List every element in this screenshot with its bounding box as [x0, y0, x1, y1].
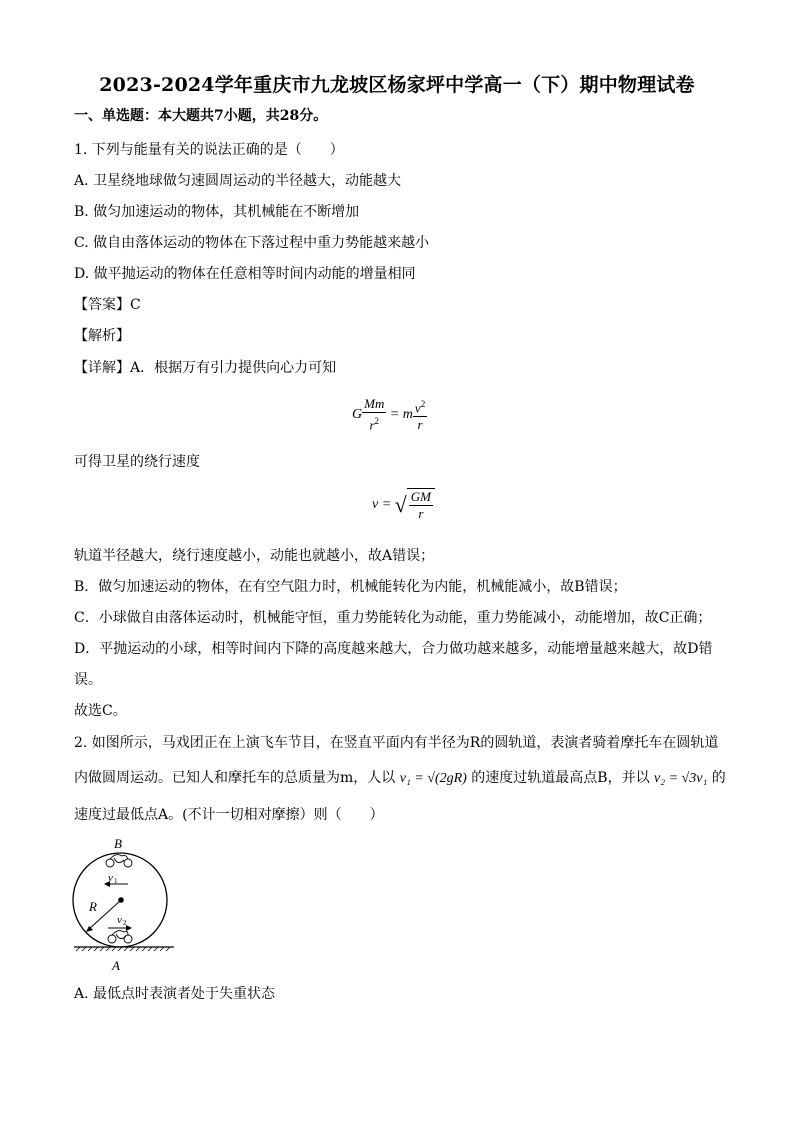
- formula-gravity: [352, 396, 427, 433]
- q1-explain-3: C．小球做自由落体运动时，机械能守恒，重力势能转化为动能，重力势能减小，动能增加，故C正确；: [74, 610, 712, 626]
- fraction-denominator-2: r: [417, 417, 423, 433]
- q2-v2-expression: v₂ = √3v₁: [654, 771, 708, 786]
- fraction-numerator-2: [413, 396, 427, 417]
- label-v2-sub: 2: [123, 919, 127, 927]
- den-exponent: 2: [374, 416, 380, 426]
- page-title: 2023-2024学年重庆市九龙坡区杨家坪中学高一（下）期中物理试卷: [99, 74, 695, 96]
- q2-text-b: 的速度过轨道最高点B，并以: [471, 770, 650, 786]
- v2-arrowhead: [126, 925, 132, 931]
- fraction-numerator: Mm: [364, 396, 385, 411]
- motorcycle-bottom-icon: [108, 931, 132, 943]
- q1-explain-1: 轨道半径越大，绕行速度越小，动能也就越小，故A错误；: [74, 548, 435, 564]
- fraction-mm-r2: [362, 396, 386, 433]
- q1-option-c: C. 做自由落体运动的物体在下落过程中重力势能越来越小: [74, 235, 430, 251]
- num-v: v: [414, 400, 421, 416]
- q1-explain-6: 故选C。: [74, 703, 127, 719]
- formula-equals-m: = m: [389, 406, 413, 422]
- sqrt-sign: √: [394, 492, 407, 517]
- q1-analysis-label: 【解析】: [74, 328, 130, 344]
- label-r: R: [89, 899, 97, 914]
- q2-option-a: A. 最低点时表演者处于失重状态: [74, 986, 276, 1002]
- label-v2: v: [117, 914, 122, 926]
- q1-speed-text: 可得卫星的绕行速度: [74, 454, 200, 470]
- sqrt-denominator: r: [418, 506, 424, 521]
- num-exponent: 2: [420, 399, 426, 409]
- q1-detail: 【详解】A．根据万有引力提供向心力可知: [74, 360, 337, 376]
- q2-v1-expression: v₁ = √(2gR): [399, 771, 467, 786]
- motorcycle-top-icon: [106, 855, 132, 867]
- question-2-line-3: 速度过最低点A。(不计一切相对摩擦）则（ ）: [74, 807, 384, 823]
- formula-g: G: [352, 406, 363, 422]
- q1-explain-5: 误。: [74, 672, 102, 688]
- sqrt-numerator: GM: [410, 489, 431, 504]
- q1-explain-2: B．做匀加速运动的物体，在有空气阻力时，机械能转化为内能，机械能减小，故B错误；: [74, 579, 627, 595]
- q1-option-a: A. 卫星绕地球做匀速圆周运动的半径越大，动能越大: [74, 173, 402, 189]
- q2-text-a: 内做圆周运动。已知人和摩托车的总质量为m，人以: [74, 770, 396, 786]
- fraction-v2-r: [413, 396, 427, 433]
- question-1-stem: 1. 下列与能量有关的说法正确的是（ ）: [74, 142, 344, 158]
- label-v1-sub: 1: [114, 877, 118, 885]
- formula-v-equals: v =: [372, 497, 392, 513]
- q1-answer: 【答案】C: [74, 297, 141, 313]
- sqrt-fraction: [407, 488, 435, 522]
- section-heading: 一、单选题：本大题共7小题，共28分。: [74, 108, 328, 124]
- fraction-denominator: [362, 413, 386, 433]
- label-b: B: [114, 836, 122, 851]
- circular-track-figure: [66, 836, 186, 971]
- question-2-line-2: [74, 768, 726, 789]
- question-2-line-1: 2. 如图所示，马戏团正在上演飞车节目，在竖直平面内有半径为R的圆轨道，表演者骑着摩托车在圆轨道: [74, 735, 719, 751]
- label-v1: v: [108, 872, 113, 884]
- q1-option-b: B. 做匀加速运动的物体，其机械能在不断增加: [74, 204, 360, 220]
- formula-velocity: [372, 488, 435, 522]
- den-r: r: [369, 417, 375, 433]
- q1-option-d: D. 做平抛运动的物体在任意相等时间内动能的增量相同: [74, 266, 416, 282]
- label-a: A: [112, 958, 120, 971]
- q1-explain-4: D．平抛运动的小球，相等时间内下降的高度越来越大，合力做功越来越多，动能增量越来越大，故D错: [74, 641, 713, 657]
- q2-text-c: 的: [711, 770, 726, 786]
